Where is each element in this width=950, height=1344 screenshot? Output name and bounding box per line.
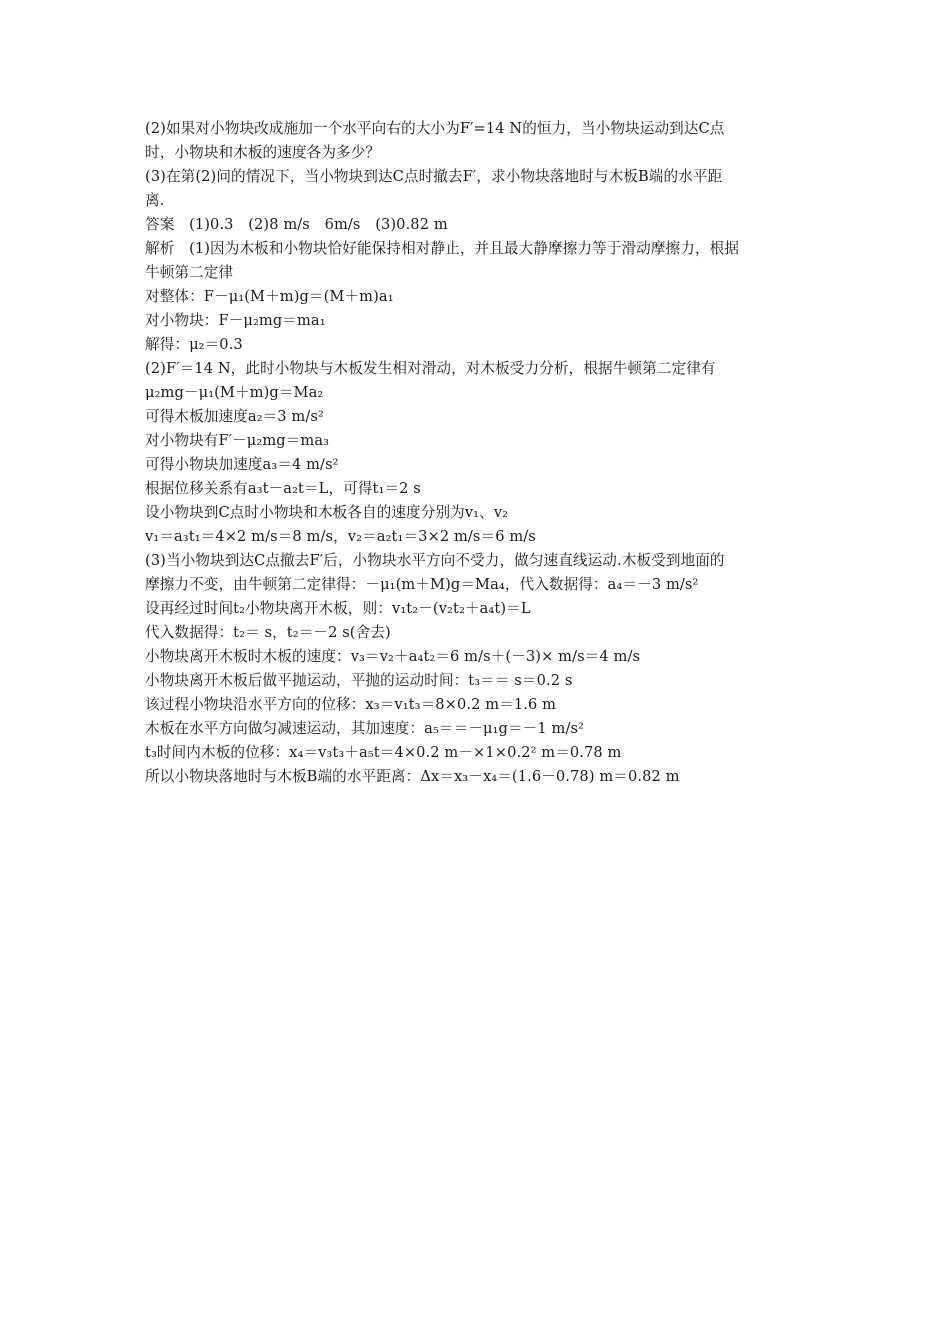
analysis-line-19: 小物块离开木板后做平抛运动，平抛的运动时间：t₃＝＝ s＝0.2 s [145, 672, 573, 689]
question-2-line-2: 时，小物块和木板的速度各为多少？ [145, 144, 381, 161]
analysis-line-20: 该过程小物块沿水平方向的位移：x₃＝v₁t₃＝8×0.2 m＝1.6 m [145, 696, 557, 713]
analysis-line-4: 对小物块：F－μ₂mg＝ma₁ [145, 312, 326, 329]
analysis-line-7: μ₂mg－μ₁(M＋m)g＝Ma₂ [145, 384, 324, 401]
question-2-line-1: (2)如果对小物块改成施加一个水平向右的大小为F′=14 N的恒力，当小物块运动到达C点 [145, 120, 725, 137]
analysis-line-18: 小物块离开木板时木板的速度：v₃＝v₂＋a₄t₂＝6 m/s＋(－3)× m/s＝4 m/s [145, 648, 641, 665]
analysis-line-15: 摩擦力不变，由牛顿第二定律得：－μ₁(m＋M)g＝Ma₄，代入数据得：a₄＝－3 m/s² [145, 576, 699, 593]
analysis-line-3: 对整体：F－μ₁(M＋m)g＝(M＋m)a₁ [145, 288, 394, 305]
analysis-line-11: 根据位移关系有a₃t－a₂t＝L，可得t₁＝2 s [145, 480, 421, 497]
analysis-line-8: 可得木板加速度a₂＝3 m/s² [145, 408, 324, 425]
analysis-line-13: v₁＝a₃t₁＝4×2 m/s＝8 m/s，v₂＝a₂t₁＝3×2 m/s＝6 m/s [145, 528, 536, 545]
question-3-line-1: (3)在第(2)问的情况下，当小物块到达C点时撤去F′，求小物块落地时与木板B端的水平距 [145, 168, 723, 185]
question-3-line-2: 离. [145, 192, 165, 209]
analysis-line-23: 所以小物块落地时与木板B端的水平距离：Δx＝x₃－x₄＝(1.6－0.78) m＝0.82 m [145, 768, 680, 785]
analysis-line-14: (3)当小物块到达C点撤去F′后，小物块水平方向不受力，做匀速直线运动.木板受到地面的 [145, 552, 725, 569]
answer-line: 答案 (1)0.3 (2)8 m/s 6m/s (3)0.82 m [145, 216, 448, 233]
solution-text-block [145, 117, 815, 789]
analysis-line-9: 对小物块有F′－μ₂mg＝ma₃ [145, 432, 330, 449]
analysis-line-2: 牛顿第二定律 [145, 264, 234, 281]
analysis-line-12: 设小物块到C点时小物块和木板各自的速度分别为v₁、v₂ [145, 504, 509, 521]
analysis-line-6: (2)F′＝14 N，此时小物块与木板发生相对滑动，对木板受力分析，根据牛顿第二定律有 [145, 360, 716, 377]
analysis-line-5: 解得：μ₂＝0.3 [145, 336, 243, 353]
analysis-line-21: 木板在水平方向做匀减速运动，其加速度：a₅＝＝－μ₁g＝－1 m/s² [145, 720, 584, 737]
analysis-line-22: t₃时间内木板的位移：x₄＝v₃t₃＋a₅t＝4×0.2 m－×1×0.2² m＝0.78 m [145, 744, 622, 761]
analysis-line-17: 代入数据得：t₂＝ s，t₂＝－2 s(舍去) [145, 624, 391, 641]
analysis-line-10: 可得小物块加速度a₃＝4 m/s² [145, 456, 339, 473]
analysis-line-1: 解析 (1)因为木板和小物块恰好能保持相对静止，并且最大静摩擦力等于滑动摩擦力，根据 [145, 240, 740, 257]
analysis-line-16: 设再经过时间t₂小物块离开木板，则：v₁t₂－(v₂t₂＋a₄t)＝L [145, 600, 531, 617]
